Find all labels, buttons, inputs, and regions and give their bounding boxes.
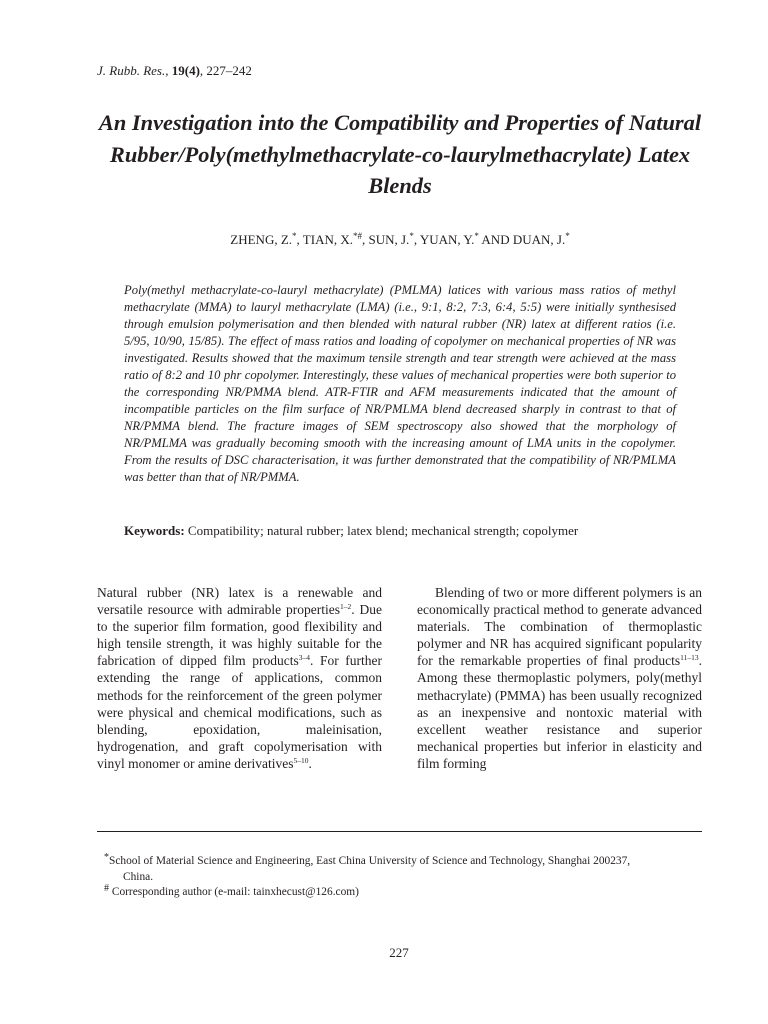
author-separator: AND	[478, 232, 513, 247]
footnote-divider	[97, 831, 702, 832]
paper-title: An Investigation into the Compatibility and Properties of Natural Rubber/Poly(methylmethacrylate-co-laurylmethacrylate) Latex Blends	[98, 110, 702, 198]
author-name: YUAN, Y.	[419, 232, 475, 247]
citation-superscript: 1–2	[339, 602, 352, 612]
corresponding-text: Corresponding author (e-mail: tainxhecust@126.com)	[109, 886, 359, 898]
author-name: DUAN, J.	[512, 232, 566, 247]
body-text: Natural rubber (NR) latex is a renewable and versatile resource with admirable properties	[97, 585, 382, 618]
citation-superscript: 3–4	[298, 653, 310, 663]
body-text: . Among these thermoplastic polymers, poly(methyl methacrylate) (PMMA) has been usually recognized as an inexpensive and nontoxic material with excellent weather resistance and superior mechanical properties but inferior in elasticity and film forming	[417, 653, 702, 771]
journal-volume-issue: 19(4)	[171, 63, 200, 78]
journal-name: J. Rubb. Res.,	[97, 63, 169, 78]
body-text: . For further extending the range of applications, common methods for the reinforcement of the green polymer were physical and chemical modifications, such as blending, epoxidation, maleinisation, hydrogenation, and graft copolymerisation with vinyl monomer or amine derivatives	[97, 653, 383, 771]
author-separator: ,	[296, 232, 303, 247]
corresponding-mark: #	[104, 883, 109, 894]
journal-reference	[97, 62, 252, 80]
body-text: . Due to the superior film formation, good flexibility and high tensile strength, it was highly suitable for the fabrication of dipped film products	[97, 602, 382, 669]
author-affiliation-mark: *	[474, 231, 479, 241]
citation-superscript: 11–13	[680, 653, 699, 663]
author-separator: ,	[361, 232, 369, 247]
footnote-corresponding	[104, 884, 702, 900]
footnote-affiliation	[104, 853, 702, 885]
affiliation-mark: *	[104, 852, 109, 863]
journal-pages: , 227–242	[199, 63, 252, 78]
affiliation-text-cont: China.	[123, 871, 154, 883]
keywords-text: Compatibility; natural rubber; latex blend; mechanical strength; copolymer	[184, 523, 579, 538]
keywords	[124, 522, 684, 540]
author-name: SUN, J.	[368, 232, 410, 247]
body-text: .	[308, 755, 312, 771]
author-affiliation-mark: *	[292, 231, 297, 241]
abstract: Poly(methyl methacrylate-co-lauryl methacrylate) (PMLMA) latices with various mass ratios of methyl methacrylate (MMA) to lauryl methacrylate (LMA) (i.e., 9:1, 8:2, 7:3, 6:4, 5:5) were initially synthesised through emulsion polymerisation and then blended with natural rubber (NR) latex at different ratios (i.e. 5/95, 10/90, 15/85). The effect of mass ratios and loading of copolymer on mechanical properties of NR was investigated. Results showed that the maximum tensile strength and tear strength were achieved at the mass ratio of 8:2 and 10 phr copolymer. Interestingly, these values of mechanical properties were both superior to the corresponding NR/PMMA blend. ATR-FTIR and AFM measurements indicated that the amount of incompatible particles on the film surface of NR/PMLMA blend decreased sharply in contrast to that of NR/PMMA blend. The fracture images of SEM spectroscopy also showed that the morphology of NR/PMLMA was gradually becoming smooth with the increasing amount of LMA units in the copolymer. From the results of DSC characterisation, it was further demonstrated that the compatibility of NR/PMLMA was better than that of NR/PMMA.	[124, 283, 676, 484]
body-text: Blending of two or more different polymers is an economically practical method to generate advanced materials. The combination of thermoplastic polymer and NR has acquired significant popularity for the remarkable properties of final products	[417, 585, 702, 669]
author-affiliation-mark: *	[565, 231, 570, 241]
page-number: 227	[389, 945, 409, 960]
keywords-label: Keywords:	[124, 523, 185, 538]
author-name: TIAN, X.	[302, 232, 353, 247]
body-column-left	[97, 584, 382, 772]
body-column-right	[417, 584, 702, 772]
author-name: ZHENG, Z.	[230, 232, 293, 247]
affiliation-text: School of Material Science and Engineering, East China University of Science and Technology, Shanghai 200237,	[109, 855, 631, 867]
author-separator: ,	[413, 232, 420, 247]
citation-superscript: 5–10	[293, 755, 309, 765]
author-affiliation-mark: *#	[352, 231, 362, 241]
author-list	[80, 230, 720, 250]
author-affiliation-mark: *	[409, 231, 414, 241]
